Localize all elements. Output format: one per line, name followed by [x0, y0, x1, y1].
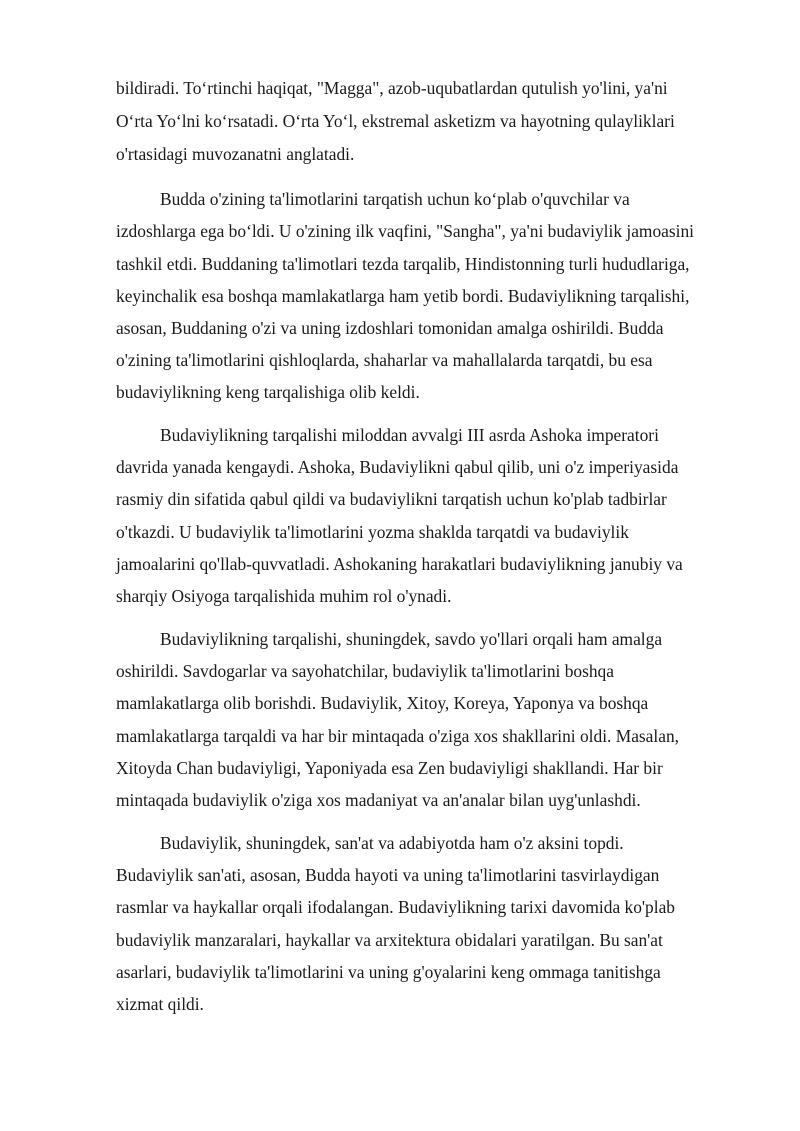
- text-line: Xitoyda Chan budaviyligi, Yaponiyada esa Zen budaviyligi shakllandi. Har bir: [116, 758, 663, 778]
- text-line: davrida yanada kengaydi. Ashoka, Budaviylikni qabul qilib, uni o'z imperiyasida: [116, 457, 679, 477]
- text-line: Budaviylik, shuningdek, san'at va adabiyotda ham o'z aksini topdi.: [160, 833, 624, 853]
- text-line: oshirildi. Savdogarlar va sayohatchilar, budaviylik ta'limotlarini boshqa: [116, 661, 614, 681]
- text-line: keyinchalik esa boshqa mamlakatlarga ham yetib bordi. Budaviylikning tarqalishi,: [116, 286, 690, 306]
- text-line: rasmiy din sifatida qabul qildi va budaviylikni tarqatish uchun ko'plab tadbirlar: [116, 489, 667, 509]
- text-line: Budaviylik san'ati, asosan, Budda hayoti va uning ta'limotlarini tasvirlaydigan: [116, 865, 660, 885]
- text-line: Budaviylikning tarqalishi miloddan avvalgi III asrda Ashoka imperatori: [160, 425, 659, 445]
- text-line: mamlakatlarga olib borishdi. Budaviylik, Xitoy, Koreya, Yaponya va boshqa: [116, 693, 649, 713]
- text-line: budaviylik manzaralari, haykallar va arxitektura obidalari yaratilgan. Bu san'at: [116, 930, 663, 950]
- text-line: o'rtasidagi muvozanatni anglatadi.: [116, 144, 355, 164]
- text-line: Budaviylikning tarqalishi, shuningdek, savdo yo'llari orqali ham amalga: [160, 629, 663, 649]
- text-line: o'zining ta'limotlarini qishloqlarda, shaharlar va mahallalarda tarqatdi, bu esa: [116, 350, 653, 370]
- text-line: mintaqada budaviylik o'ziga xos madaniyat va an'analar bilan uyg'unlashdi.: [116, 790, 641, 810]
- text-line: asosan, Buddaning o'zi va uning izdoshlari tomonidan amalga oshirildi. Budda: [116, 318, 664, 338]
- text-line: asarlari, budaviylik ta'limotlarini va uning g'oyalarini keng ommaga tanitishga: [116, 962, 661, 982]
- text-line: O‘rta Yo‘lni ko‘rsatadi. O‘rta Yo‘l, ekstremal asketizm va hayotning qulayliklari: [116, 111, 675, 131]
- text-line: mamlakatlarga tarqaldi va har bir mintaqada o'ziga xos shakllarini oldi. Masalan,: [116, 726, 679, 746]
- text-line: Budda o'zining ta'limotlarini tarqatish uchun ko‘plab o'quvchilar va: [160, 189, 630, 209]
- text-line: xizmat qildi.: [116, 994, 204, 1014]
- text-line: jamoalarini qo'llab-quvvatladi. Ashokaning harakatlari budaviylikning janubiy va: [116, 554, 683, 574]
- text-line: tashkil etdi. Buddaning ta'limotlari tezda tarqalib, Hindistonning turli hududlariga,: [116, 254, 690, 274]
- text-line: izdoshlarga ega bo‘ldi. U o'zining ilk vaqfini, "Sangha", ya'ni budaviylik jamoasini: [116, 221, 694, 241]
- text-line: o'tkazdi. U budaviylik ta'limotlarini yozma shaklda tarqatdi va budaviylik: [116, 522, 629, 542]
- text-line: budaviylikning keng tarqalishiga olib keldi.: [116, 382, 420, 402]
- text-line: rasmlar va haykallar orqali ifodalangan. Budaviylikning tarixi davomida ko'plab: [116, 897, 675, 917]
- text-line: sharqiy Osiyoga tarqalishida muhim rol o'ynadi.: [116, 586, 452, 606]
- text-line: bildiradi. To‘rtinchi haqiqat, "Magga", azob-uqubatlardan qutulish yo'lini, ya'ni: [116, 78, 668, 98]
